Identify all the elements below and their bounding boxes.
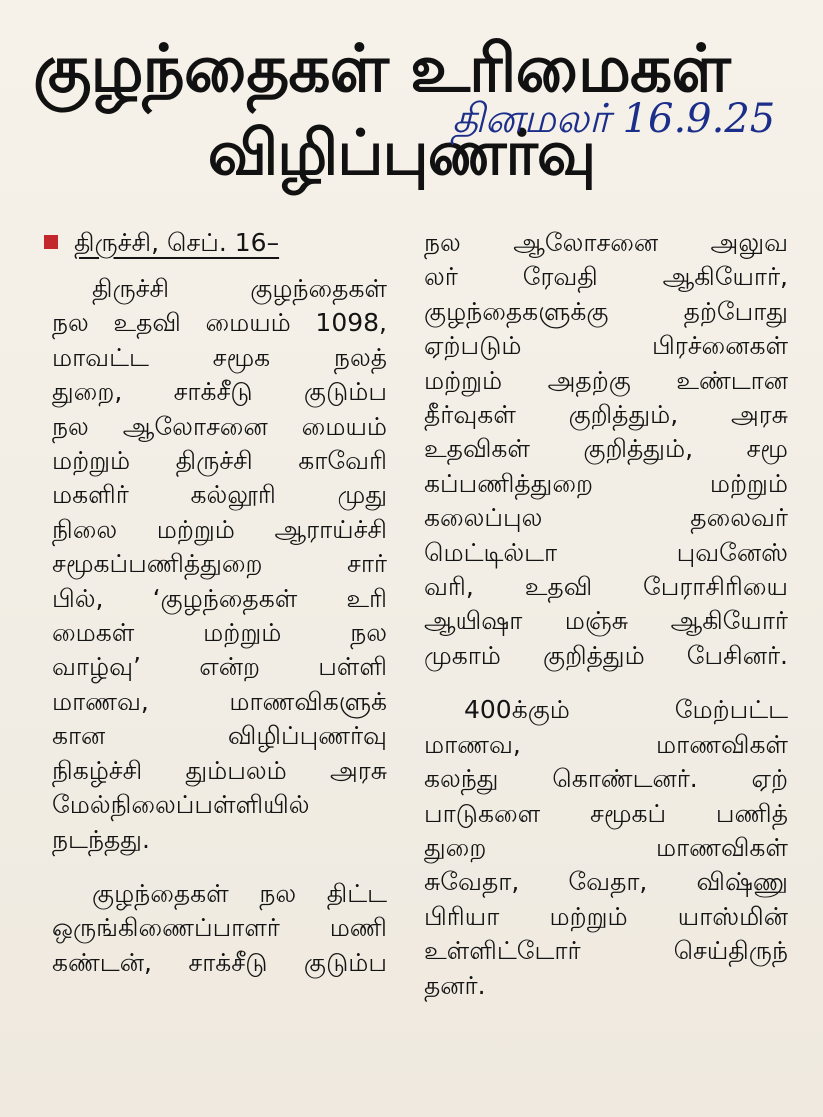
text-line: மைகள் மற்றும் நல	[52, 618, 387, 648]
right-paragraph-1	[424, 226, 788, 673]
text-line: சுவேதா, வேதா, விஷ்ணு	[424, 867, 788, 897]
text-line: நிலை மற்றும் ஆராய்ச்சி	[52, 514, 387, 544]
headline-line-1: குழந்தைகள் உரிமைகள்	[33, 30, 730, 107]
text-line: மற்றும் திருச்சி காவேரி	[52, 446, 387, 476]
text-line: பிரியா மற்றும் யாஸ்மின்	[424, 901, 788, 931]
text-line: நடந்தது.	[52, 824, 150, 854]
text-line: மாணவ, மாணவிகள்	[424, 729, 788, 759]
text-line: குழந்தைகளுக்கு தற்போது	[424, 296, 788, 326]
red-square-bullet-icon	[44, 235, 58, 249]
left-paragraph-2	[52, 877, 387, 980]
text-line: நிகழ்ச்சி தும்பலம் அரசு	[52, 755, 387, 785]
text-line: மகளிர் கல்லூரி முது	[52, 480, 387, 510]
text-line: கான விழிப்புணர்வு	[52, 721, 387, 751]
paragraph-spacer	[424, 673, 788, 693]
text-line: நல உதவி மையம் 1098,	[52, 308, 387, 338]
dateline	[44, 226, 279, 260]
text-line: உள்ளிட்டோர் செய்திருந்	[424, 936, 788, 966]
text-line: திருச்சி குழந்தைகள்	[92, 274, 387, 303]
text-line: முகாம் குறித்தும் பேசினர்.	[424, 640, 788, 670]
text-line: 400க்கும் மேற்பட்ட	[464, 695, 788, 725]
text-line: நல ஆலோசனை மையம்	[52, 411, 387, 441]
dateline-text: திருச்சி, செப். 16–	[74, 228, 280, 257]
headline-line-2: விழிப்புணர்வு	[207, 116, 596, 189]
handwritten-note-text: தினமலர் 16.9.25	[452, 96, 776, 142]
text-line: கலந்து கொண்டனர். ஏற்	[424, 764, 788, 794]
text-line: சமூகப்பணித்துறை சார்	[52, 549, 387, 579]
text-line: பில், ‘குழந்தைகள் உரி	[52, 583, 387, 613]
paragraph-spacer	[52, 857, 387, 877]
text-line: வரி, உதவி பேராசிரியை	[424, 572, 788, 602]
text-line: குழந்தைகள் நல திட்ட	[92, 878, 387, 908]
text-line: நல ஆலோசனை அலுவ	[424, 228, 788, 257]
text-line: லர் ரேவதி ஆகியோர்,	[424, 262, 788, 292]
text-line: துறை மாணவிகள்	[424, 832, 788, 862]
text-line: உதவிகள் குறித்தும், சமூ	[424, 434, 788, 464]
text-line: மாணவ, மாணவிகளுக்	[52, 686, 387, 716]
text-line: பாடுகளை சமூகப் பணித்	[424, 798, 788, 828]
text-line: ஆயிஷா மஞ்சு ஆகியோர்	[424, 606, 788, 636]
text-line: கண்டன், சாக்சீடு குடும்ப	[52, 947, 387, 977]
text-line: வாழ்வு’ என்ற பள்ளி	[52, 652, 387, 682]
text-line: ஏற்படும் பிரச்னைகள்	[424, 331, 788, 361]
right-paragraph-2	[424, 693, 788, 1003]
text-line: துறை, சாக்சீடு குடும்ப	[52, 377, 387, 407]
text-line: தனர்.	[424, 970, 486, 1000]
text-line: ஒருங்கிணைப்பாளர் மணி	[52, 913, 387, 943]
handwritten-date-note	[448, 86, 818, 146]
text-line: மாவட்ட சமூக நலத்	[52, 342, 387, 372]
text-line: மெட்டில்டா புவனேஸ்	[424, 537, 788, 567]
article-right-column	[424, 226, 788, 1003]
left-paragraph-1	[52, 272, 387, 857]
text-line: கப்பணித்துறை மற்றும்	[424, 468, 788, 498]
text-line: மேல்நிலைப்பள்ளியில்	[52, 790, 310, 820]
text-line: மற்றும் அதற்கு உண்டான	[424, 365, 788, 395]
text-line: கலைப்புல தலைவர்	[424, 503, 788, 533]
article-left-column	[52, 272, 387, 980]
text-line: தீர்வுகள் குறித்தும், அரசு	[424, 400, 788, 430]
